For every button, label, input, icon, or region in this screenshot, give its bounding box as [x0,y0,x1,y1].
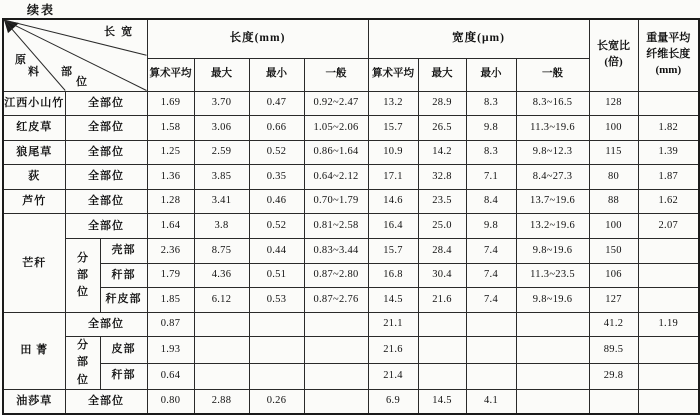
material-cell: 芒秆 [3,214,65,312]
diagonal-label-part-2: 位 [76,76,87,88]
table-row [3,337,699,363]
value-cell: 3.06 [194,116,249,141]
value-cell [638,91,699,116]
value-cell: 8.3 [466,91,516,116]
value-cell [304,337,368,363]
part-cell: 秆皮部 [100,288,147,313]
col-header-width-avg: 算术平均 [368,58,418,91]
value-cell [194,337,249,363]
part-cell: 皮部 [100,337,147,363]
value-cell [418,312,466,337]
diagonal-header-cell [3,19,147,91]
col-header-ratio [589,19,638,91]
value-cell [516,363,589,389]
value-cell: 2.07 [638,214,699,239]
col-header-length-general: 一般 [304,58,368,91]
value-cell: 7.4 [466,288,516,313]
value-cell: 25.0 [418,214,466,239]
value-cell [249,337,304,363]
value-cell: 0.44 [249,239,304,264]
value-cell: 1.36 [147,165,194,190]
value-cell: 3.85 [194,165,249,190]
value-cell: 0.87~2.80 [304,263,368,288]
table-row [3,214,699,239]
part-cell: 全部位 [65,389,147,414]
value-cell: 115 [589,140,638,165]
value-cell: 80 [589,165,638,190]
value-cell [516,337,589,363]
table-row [3,189,699,214]
table-row [3,239,699,264]
value-cell: 7.4 [466,239,516,264]
value-cell: 1.39 [638,140,699,165]
wavg-line1: 重量平均 [646,32,691,45]
value-cell: 0.46 [249,189,304,214]
value-cell: 30.4 [418,263,466,288]
value-cell: 1.69 [147,91,194,116]
value-cell: 1.64 [147,214,194,239]
value-cell: 8.3 [466,140,516,165]
value-cell: 0.47 [249,91,304,116]
value-cell [638,288,699,313]
value-cell: 0.81~2.58 [304,214,368,239]
material-cell: 油莎草 [3,389,65,414]
value-cell: 13.2 [368,91,418,116]
part-group-cell: 分部位 [65,337,100,389]
value-cell: 3.41 [194,189,249,214]
table-row [3,91,699,116]
table-row [3,165,699,190]
value-cell: 28.9 [418,91,466,116]
value-cell: 11.3~19.6 [516,116,589,141]
value-cell: 4.36 [194,263,249,288]
value-cell: 1.25 [147,140,194,165]
value-cell: 88 [589,189,638,214]
value-cell: 127 [589,288,638,313]
part-cell: 秆部 [100,263,147,288]
value-cell: 0.26 [249,389,304,414]
value-cell: 0.80 [147,389,194,414]
value-cell: 16.8 [368,263,418,288]
value-cell: 0.83~3.44 [304,239,368,264]
value-cell: 106 [589,263,638,288]
header-row-groups [3,19,699,58]
value-cell: 0.70~1.79 [304,189,368,214]
value-cell: 1.28 [147,189,194,214]
value-cell: 3.8 [194,214,249,239]
value-cell: 9.8~19.6 [516,239,589,264]
value-cell: 11.3~23.5 [516,263,589,288]
table-row [3,116,699,141]
value-cell: 0.52 [249,214,304,239]
value-cell [304,363,368,389]
table-row [3,140,699,165]
value-cell: 9.8~19.6 [516,288,589,313]
col-header-length-min: 最小 [249,58,304,91]
value-cell [638,239,699,264]
part-cell: 全部位 [65,312,147,337]
ratio-line1: 长宽比 [597,40,631,53]
table-row [3,288,699,313]
value-cell: 8.4~27.3 [516,165,589,190]
value-cell: 10.9 [368,140,418,165]
value-cell: 26.5 [418,116,466,141]
value-cell: 0.66 [249,116,304,141]
page-title: 续表 [27,3,56,17]
value-cell: 16.4 [368,214,418,239]
material-cell: 江西小山竹 [3,91,65,116]
value-cell: 14.6 [368,189,418,214]
value-cell: 21.1 [368,312,418,337]
value-cell [304,389,368,414]
part-cell: 全部位 [65,214,147,239]
value-cell: 1.82 [638,116,699,141]
value-cell: 8.75 [194,239,249,264]
value-cell: 0.87~2.76 [304,288,368,313]
value-cell [249,363,304,389]
value-cell: 1.62 [638,189,699,214]
part-cell: 全部位 [65,165,147,190]
value-cell: 13.2~19.6 [516,214,589,239]
value-cell: 14.5 [418,389,466,414]
value-cell: 13.7~19.6 [516,189,589,214]
value-cell: 0.64 [147,363,194,389]
col-header-length-max: 最大 [194,58,249,91]
col-header-length-avg: 算术平均 [147,58,194,91]
col-group-length: 长度(mm) [147,19,368,58]
value-cell: 1.93 [147,337,194,363]
diagonal-label-part: 部 [61,66,72,78]
wavg-line2: 纤维长度 [646,48,691,61]
value-cell: 1.05~2.06 [304,116,368,141]
ratio-line2: (倍) [604,56,623,69]
value-cell: 3.70 [194,91,249,116]
value-cell [516,312,589,337]
value-cell: 1.79 [147,263,194,288]
value-cell: 7.4 [466,263,516,288]
part-cell: 全部位 [65,116,147,141]
value-cell [304,312,368,337]
part-cell: 全部位 [65,140,147,165]
part-cell: 全部位 [65,189,147,214]
value-cell: 2.59 [194,140,249,165]
value-cell: 14.5 [368,288,418,313]
value-cell: 21.6 [368,337,418,363]
part-cell: 秆部 [100,363,147,389]
value-cell: 9.8 [466,214,516,239]
value-cell [466,363,516,389]
value-cell: 2.36 [147,239,194,264]
value-cell: 1.87 [638,165,699,190]
value-cell: 0.52 [249,140,304,165]
value-cell: 128 [589,91,638,116]
value-cell [466,337,516,363]
value-cell [638,389,699,414]
value-cell [194,363,249,389]
value-cell: 9.8~12.3 [516,140,589,165]
value-cell [516,389,589,414]
value-cell: 23.5 [418,189,466,214]
value-cell: 1.19 [638,312,699,337]
value-cell: 0.51 [249,263,304,288]
value-cell: 100 [589,214,638,239]
table-row [3,312,699,337]
value-cell: 150 [589,239,638,264]
value-cell [638,337,699,363]
diagonal-label-measure: 长 宽 [104,26,133,38]
value-cell [589,389,638,414]
material-cell: 红皮草 [3,116,65,141]
value-cell: 29.8 [589,363,638,389]
value-cell: 15.7 [368,239,418,264]
fiber-data-table [2,18,700,415]
part-cell: 壳部 [100,239,147,264]
value-cell: 1.58 [147,116,194,141]
value-cell: 28.4 [418,239,466,264]
value-cell: 2.88 [194,389,249,414]
col-header-width-general: 一般 [516,58,589,91]
value-cell: 8.3~16.5 [516,91,589,116]
table-row [3,263,699,288]
value-cell: 0.64~2.12 [304,165,368,190]
value-cell [466,312,516,337]
table-row [3,363,699,389]
material-cell: 芦竹 [3,189,65,214]
value-cell: 6.12 [194,288,249,313]
col-header-width-min: 最小 [466,58,516,91]
value-cell: 0.86~1.64 [304,140,368,165]
value-cell: 21.4 [368,363,418,389]
value-cell [418,337,466,363]
value-cell: 7.1 [466,165,516,190]
value-cell: 32.8 [418,165,466,190]
value-cell: 8.4 [466,189,516,214]
diagonal-label-raw-material: 原 [15,54,26,66]
value-cell: 0.35 [249,165,304,190]
col-header-width-max: 最大 [418,58,466,91]
value-cell: 0.87 [147,312,194,337]
value-cell: 21.6 [418,288,466,313]
col-header-weight-avg-length [638,19,699,91]
value-cell: 89.5 [589,337,638,363]
value-cell: 15.7 [368,116,418,141]
value-cell: 17.1 [368,165,418,190]
value-cell [249,312,304,337]
wavg-line3: (mm) [655,64,682,77]
value-cell [638,363,699,389]
value-cell: 1.85 [147,288,194,313]
value-cell [418,363,466,389]
part-group-cell: 分部位 [65,239,100,313]
value-cell: 41.2 [589,312,638,337]
material-cell: 田 菁 [3,312,65,389]
material-cell: 荻 [3,165,65,190]
value-cell [194,312,249,337]
table-row [3,389,699,414]
value-cell: 100 [589,116,638,141]
value-cell: 6.9 [368,389,418,414]
value-cell: 14.2 [418,140,466,165]
material-cell: 狼尾草 [3,140,65,165]
value-cell: 4.1 [466,389,516,414]
value-cell: 0.53 [249,288,304,313]
value-cell: 0.92~2.47 [304,91,368,116]
value-cell [638,263,699,288]
diagonal-label-raw-material-2: 料 [28,66,39,78]
col-group-width: 宽度(μm) [368,19,589,58]
part-cell: 全部位 [65,91,147,116]
value-cell: 9.8 [466,116,516,141]
